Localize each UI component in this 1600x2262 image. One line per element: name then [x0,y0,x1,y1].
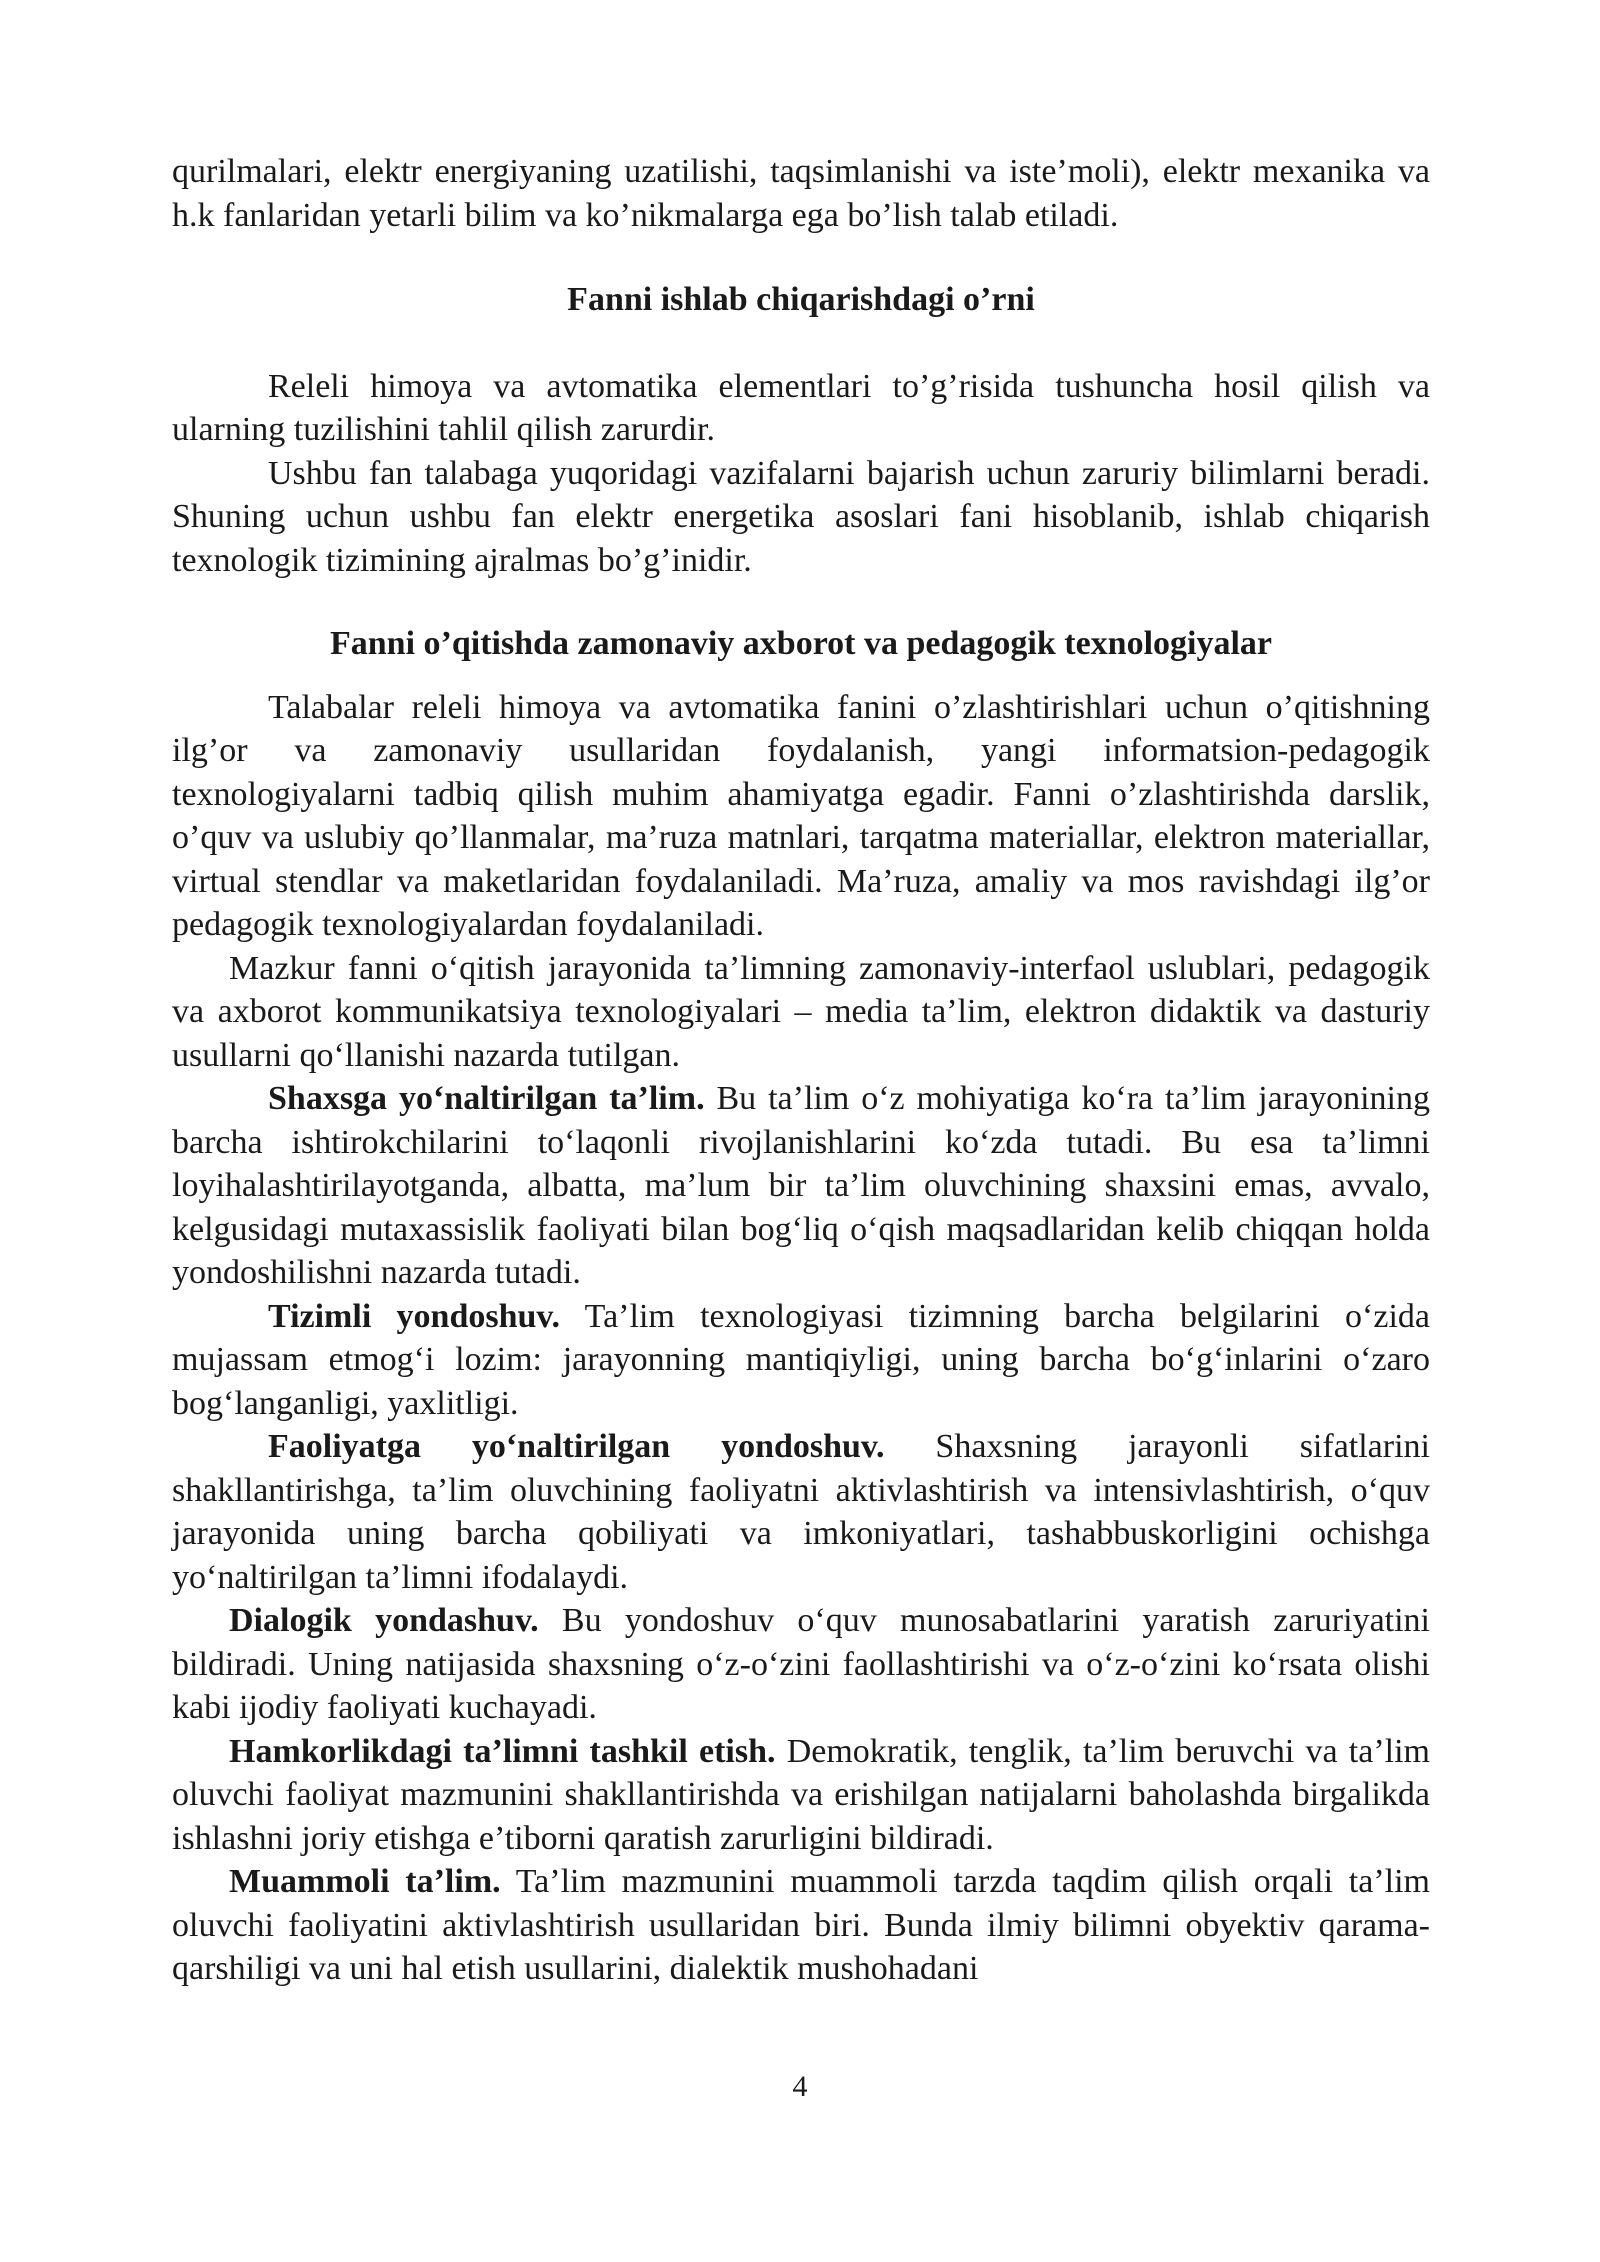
intro-paragraph: qurilmalari, elektr energiyaning uzatilishi, taqsimlanishi va iste’moli), elektr mexanika va h.k fanlaridan yetarli bilim va ko’nikmalarga ega bo’lish talab etiladi. [172,153,1430,234]
term-dialogic-approach: Dialogik yondashuv. [229,1602,539,1639]
term-systemic-approach: Tizimli yondoshuv. [268,1297,561,1335]
section-heading-role-in-production: Fanni ishlab chiqarishdagi o’rni [567,281,1035,318]
paragraph-cooperative-learning [172,1730,1430,1861]
term-activity-approach: Faoliyatga yo‘naltirilgan yondoshuv. [268,1428,885,1465]
definition-activity-approach: Shaxsning jarayonli sifatlarini shakllantirishga, ta’lim oluvchining faoliyatni aktivlashtirish va intensivlashtirish, o‘quv jarayonida uning barcha qobiliyati va imkoniyatlari, tashabbuskorligini ochishga yo‘naltirilgan ta’limni ifodalaydi. [172,1428,1430,1596]
definition-dialogic-approach: Bu yondoshuv o‘quv munosabatlarini yaratish zaruriyatini bildiradi. Uning natijasida shaxsning o‘z-o‘zini faollashtirishi va o‘z-o‘zini ko‘rsata olishi kabi ijodiy faoliyati kuchayadi. [172,1602,1430,1726]
term-cooperative-learning: Hamkorlikdagi ta’limni tashkil etish. [229,1732,776,1770]
paragraph-course-purpose: Ushbu fan talabaga yuqoridagi vazifalarni bajarish uchun zaruriy bilimlarni beradi. Shuning uchun ushbu fan elektr energetika asoslari fani hisoblanib, ishlab chiqarish texnologik tizimining ajralmas bo’g’inidir. [172,454,1430,579]
paragraph-person-oriented-education [172,1077,1430,1295]
paragraph-problem-based-learning [172,1860,1430,1991]
term-problem-based-learning: Muammoli ta’lim. [229,1863,501,1900]
paragraph-activity-approach [172,1425,1430,1599]
paragraph-interactive-methods: Mazkur fanni o‘qitish jarayonida ta’limning zamonaviy-interfaol uslublari, pedagogik va axborot kommunikatsiya texnologiyalari – media ta’lim, elektron didaktik va dasturiy usullarni qo‘llanishi nazarda tutilgan. [172,949,1430,1074]
definition-cooperative-learning: Demokratik, tenglik, ta’lim beruvchi va ta’lim oluvchi faoliyat mazmunini shakllantirishda va erishilgan natijalarni baholashda birgalikda ishlashni joriy etishga e’tiborni qaratish zarurligini bildiradi. [172,1732,1430,1857]
paragraph-systemic-approach [172,1295,1430,1426]
section-heading-modern-technologies: Fanni o’qitishda zamonaviy axborot va pedagogik texnologiyalar [329,625,1273,662]
document-page [172,150,1430,1991]
paragraph-teaching-methods: Talabalar releli himoya va avtomatika fanini o’zlashtirishlari uchun o’qitishning ilg’or va zamonaviy usullaridan foydalanish, yangi informatsion-pedagogik texnologiyalarni tadbiq qilish muhim ahamiyatga egadir. Fanni o’zlashtirishda darslik, o’quv va uslubiy qo’llanmalar, ma’ruza matnlari, tarqatma materiallar, elektron materiallar, virtual stendlar va maketlaridan foydalaniladi. Ma’ruza, amaliy va mos ravishdagi ilg’or pedagogik texnologiyalardan foydalaniladi. [172,688,1430,943]
page-number: 4 [792,2070,808,2103]
term-person-oriented-education: Shaxsga yo‘naltirilgan ta’lim. [268,1080,705,1117]
definition-problem-based-learning: Ta’lim mazmunini muammoli tarzda taqdim qilish orqali ta’lim oluvchi faoliyatini aktivlashtirish usullaridan biri. Bunda ilmiy bilimni obyektiv qarama-qarshiligi va uni hal etish usullarini, dialektik mushohadani [172,1863,1430,1987]
paragraph-dialogic-approach [172,1599,1430,1730]
definition-systemic-approach: Ta’lim texnologiyasi tizimning barcha belgilarini o‘zida mujassam etmog‘i lozim: jarayonning mantiqiyligi, uning barcha bo‘g‘inlarini o‘zaro bog‘langanligi, yaxlitligi. [172,1297,1430,1422]
definition-person-oriented-education: Bu ta’lim o‘z mohiyatiga ko‘ra ta’lim jarayonining barcha ishtirokchilarini to‘laqonli rivojlanishlarini ko‘zda tutadi. Bu esa ta’limni loyihalashtirilayotganda, albatta, ma’lum bir ta’lim oluvchining shaxsini emas, avvalo, kelgusidagi mutaxassislik faoliyati bilan bog‘liq o‘qish maqsadlaridan kelib chiqqan holda yondoshilishni nazarda tutadi. [172,1080,1430,1291]
paragraph-relay-protection: Releli himoya va avtomatika elementlari to’g’risida tushuncha hosil qilish va ularning tuzilishini tahlil qilish zarurdir. [172,367,1430,448]
